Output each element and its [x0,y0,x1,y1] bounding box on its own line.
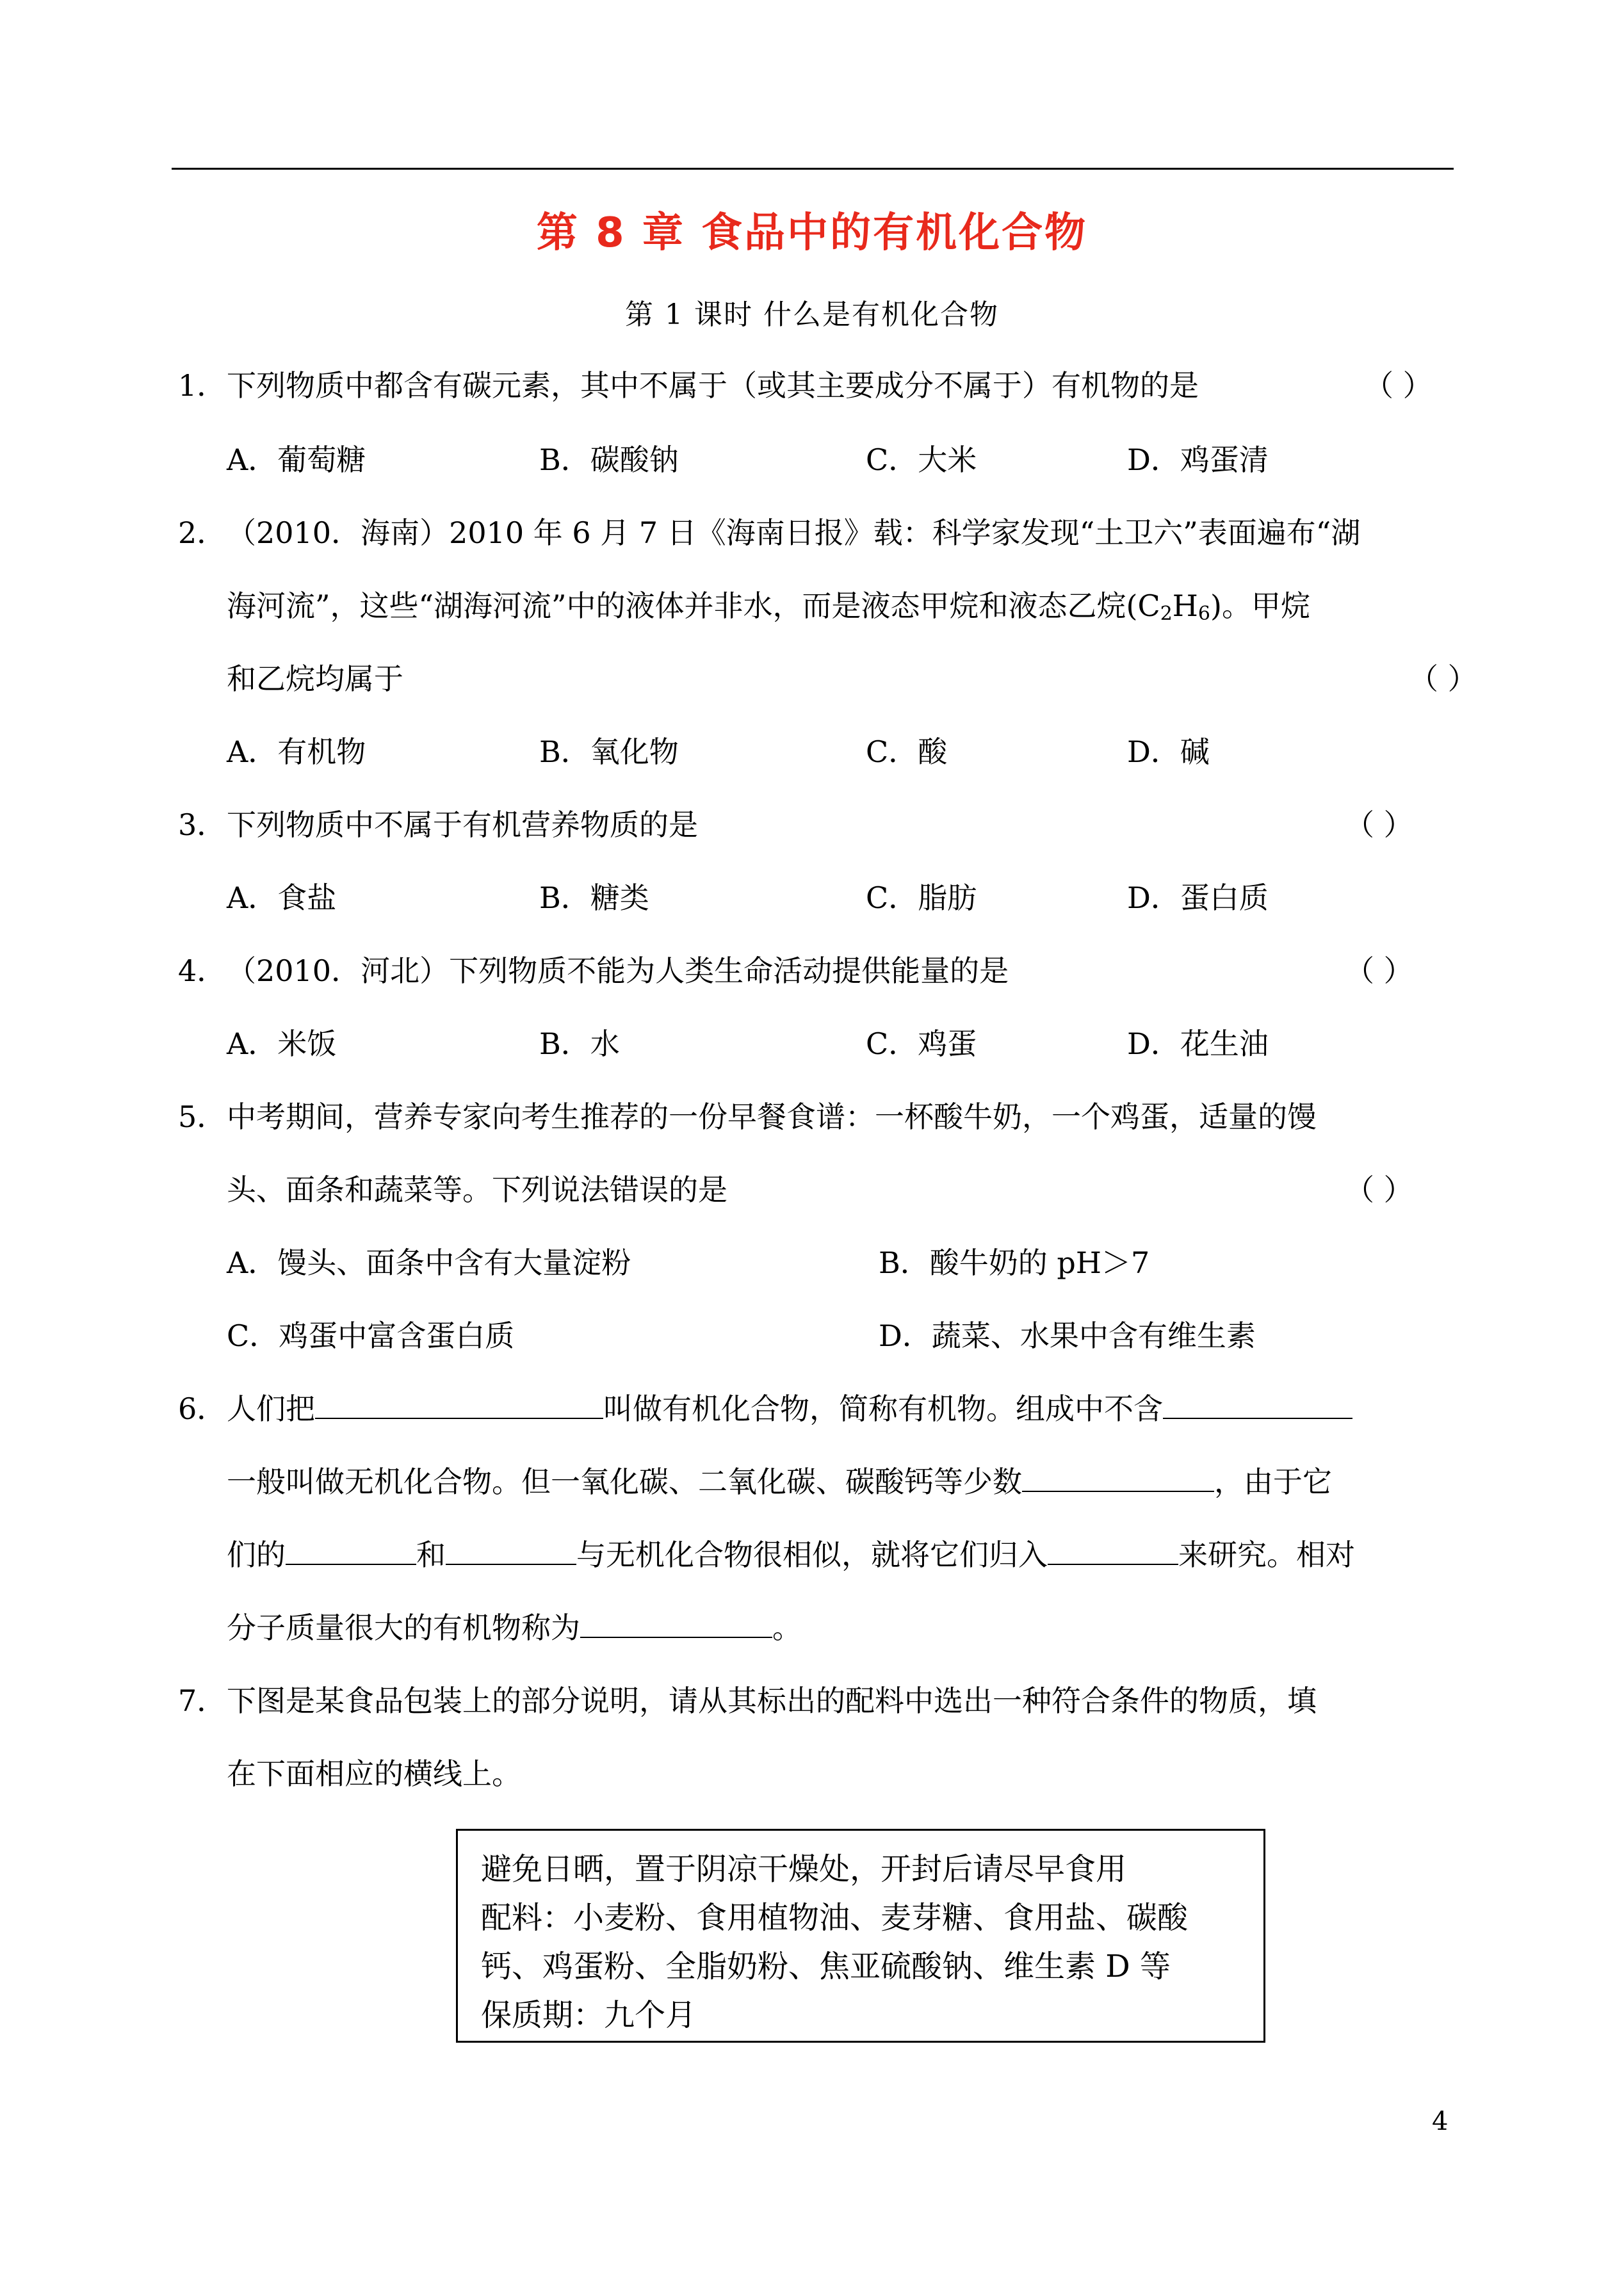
answer-blank[interactable] [580,1609,772,1638]
question-text-line-2: 一般叫做无机化合物。但一氧化碳、二氧化碳、碳酸钙等少数 ，由于它 [227,1463,1332,1501]
question-text: 下列物质中都含有碳元素，其中不属于（或其主要成分不属于）有机物的是 [227,368,1199,403]
question-text: 下列物质中不属于有机营养物质的是 [227,807,698,842]
option-b: B．酸牛奶的 pH＞7 [879,1245,1150,1280]
answer-blank[interactable] [286,1536,416,1565]
option-a: A．食盐 [227,880,337,915]
question-number: 1． [178,368,227,403]
answer-blank[interactable] [1048,1536,1178,1565]
question-number: 2． [178,515,227,550]
answer-parentheses: （ ） [1345,953,1413,988]
question-text-line-4: 分子质量很大的有机物称为 。 [227,1609,802,1647]
option-a: A．有机物 [227,734,366,769]
option-b: B．碳酸钠 [539,442,679,477]
question-text-line-3: 们的 和 与无机化合物很相似，就将它们归入 来研究。相对 [227,1536,1355,1574]
answer-parentheses: （ ） [1345,807,1413,842]
question-text-line-2: 头、面条和蔬菜等。下列说法错误的是 [227,1172,727,1207]
label-line: 钙、鸡蛋粉、全脂奶粉、焦亚硫酸钠、维生素 D 等 [481,1949,1171,1984]
option-a: A．馒头、面条中含有大量淀粉 [227,1245,631,1280]
option-c: C．鸡蛋 [866,1026,977,1061]
label-line: 避免日晒，置于阴凉干燥处，开封后请尽早食用 [481,1851,1127,1887]
option-d: D．蔬菜、水果中含有维生素 [879,1318,1256,1353]
answer-parentheses: （ ） [1364,368,1433,403]
option-d: D．花生油 [1127,1026,1269,1061]
formula-subscript: 2 [1160,603,1173,625]
answer-blank[interactable] [1022,1463,1214,1492]
answer-parentheses: （ ） [1345,1172,1413,1207]
question-text-line-1: 中考期间，营养专家向考生推荐的一份早餐食谱：一杯酸牛奶，一个鸡蛋，适量的馒 [227,1099,1317,1134]
option-c: C．脂肪 [866,880,977,915]
question-text-line-2: 在下面相应的横线上。 [227,1756,521,1791]
header-rule [172,168,1454,170]
answer-blank[interactable] [1163,1390,1352,1419]
option-b: B．糖类 [539,880,649,915]
question-text-line-1: 人们把 叫做有机化合物，简称有机物。组成中不含 [227,1390,1352,1428]
question-text-line-2: 海河流”，这些“湖海河流”中的液体并非水，而是液态甲烷和液态乙烷$(C_2H_6)$。甲烷 [227,588,1310,625]
option-d: D．鸡蛋清 [1127,442,1269,477]
chapter-title: 第 8 章 食品中的有机化合物 [536,209,1088,257]
question-number: 6． [178,1391,227,1426]
option-d: D．蛋白质 [1127,880,1269,915]
answer-blank[interactable] [315,1390,603,1419]
option-c: C．酸 [866,734,948,769]
option-c: C．鸡蛋中富含蛋白质 [227,1318,515,1353]
question-number: 4． [178,953,227,988]
question-number: 7． [178,1683,227,1718]
option-b: B．水 [539,1026,620,1061]
question-number: 3． [178,807,227,842]
answer-blank[interactable] [446,1536,576,1565]
option-a: A．米饭 [227,1026,337,1061]
option-a: A．葡萄糖 [227,442,366,477]
question-text-line-1: 下图是某食品包装上的部分说明，请从其标出的配料中选出一种符合条件的物质，填 [227,1683,1317,1718]
question-text-line-1: （2010．海南）2010 年 6 月 7 日《海南日报》载：科学家发现“土卫六”表面遍布“湖 [227,515,1361,550]
answer-parentheses: （ ） [1409,661,1477,696]
option-d: D．碱 [1127,734,1210,769]
option-c: C．大米 [866,442,977,477]
option-b: B．氧化物 [539,734,679,769]
label-line: 配料：小麦粉、食用植物油、麦芽糖、食用盐、碳酸 [481,1900,1189,1936]
question-text: （2010．河北）下列物质不能为人类生命活动提供能量的是 [227,953,1009,988]
question-text-line-3: 和乙烷均属于 [227,661,403,696]
lesson-title: 第 1 课时 什么是有机化合物 [625,298,999,331]
formula-subscript: 6 [1198,603,1211,625]
question-number: 5． [178,1099,227,1134]
label-line: 保质期：九个月 [481,1997,697,2033]
food-label-box [456,1829,1265,2043]
page-number: 4 [1432,2107,1449,2136]
